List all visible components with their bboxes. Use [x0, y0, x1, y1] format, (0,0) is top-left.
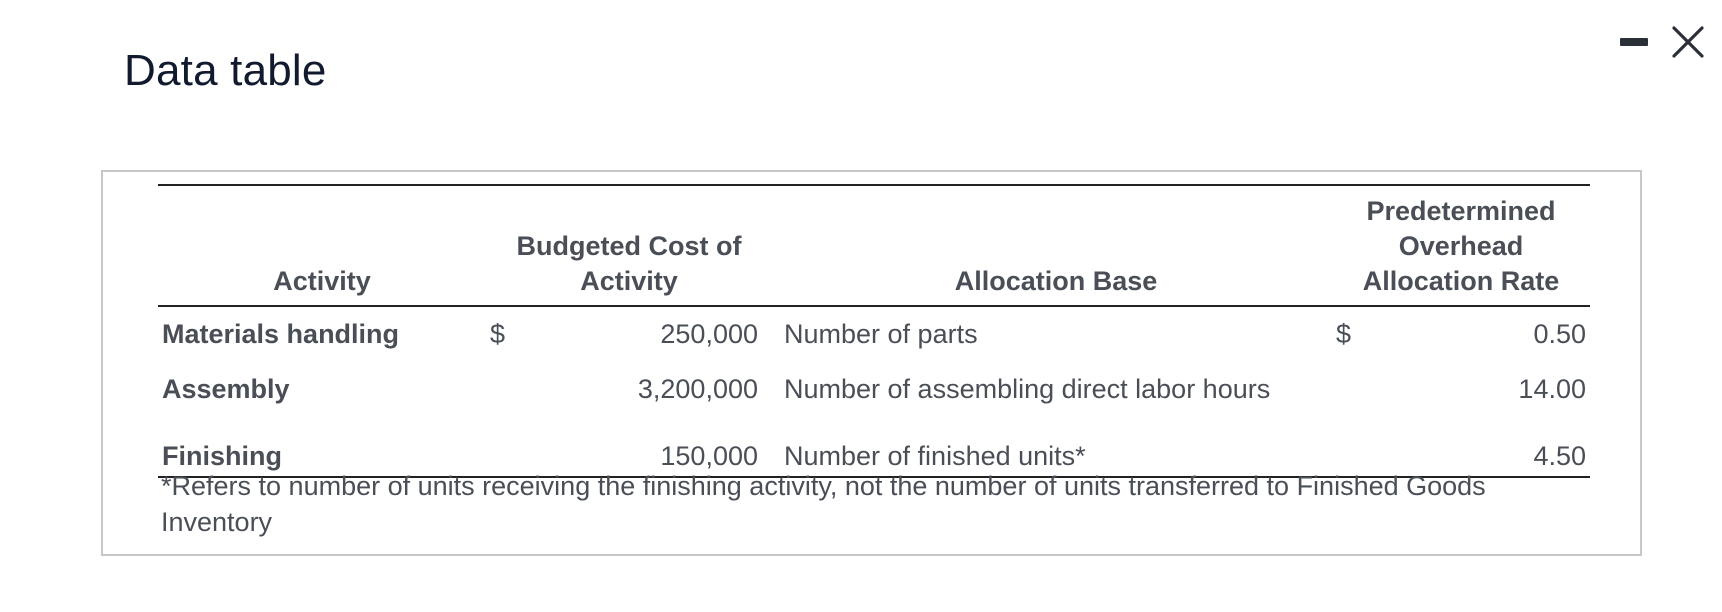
table-row — [158, 362, 1590, 417]
row-allocation-base: Number of finished units* — [772, 417, 1332, 477]
row-rate-symbol: $ — [1336, 319, 1352, 349]
close-button[interactable] — [1662, 18, 1714, 66]
window-controls — [1606, 18, 1714, 66]
header-activity: Activity — [273, 266, 371, 296]
row-cost-symbol: $ — [490, 319, 506, 349]
minimize-button[interactable] — [1606, 18, 1662, 66]
row-cost: 3,200,000 — [637, 374, 758, 404]
row-cost-symbol — [486, 362, 540, 417]
table-container — [101, 170, 1642, 556]
row-allocation-base: Number of assembling direct labor hours — [784, 374, 1271, 404]
row-cost: 150,000 — [540, 417, 772, 477]
header-rate-label: Predetermined Overhead Allocation Rate — [1362, 196, 1560, 296]
row-cost: 250,000 — [660, 319, 758, 349]
header-budgeted-cost-label: Budgeted Cost of Activity — [516, 231, 742, 296]
row-activity: Materials handling — [162, 319, 400, 349]
header-rate — [1332, 185, 1590, 306]
row-activity: Assembly — [162, 374, 290, 404]
close-icon — [1671, 25, 1705, 59]
table-header-row — [158, 185, 1590, 306]
minimize-icon — [1620, 38, 1648, 46]
header-allocation-base: Allocation Base — [954, 266, 1158, 296]
row-rate-symbol — [1332, 362, 1380, 417]
row-rate: 4.50 — [1380, 417, 1590, 477]
header-budgeted-cost — [486, 185, 772, 306]
row-activity: Finishing — [158, 417, 486, 477]
row-rate: 14.00 — [1518, 374, 1586, 404]
dialog-title: Data table — [124, 46, 327, 95]
table-row — [158, 306, 1590, 362]
row-allocation-base: Number of parts — [784, 319, 978, 349]
activity-cost-table — [158, 184, 1590, 478]
table-footnote: *Refers to number of units receiving the finishing activity, not the number of units transferred to Finished Goods Inventory — [161, 471, 1486, 537]
row-rate: 0.50 — [1533, 319, 1586, 349]
